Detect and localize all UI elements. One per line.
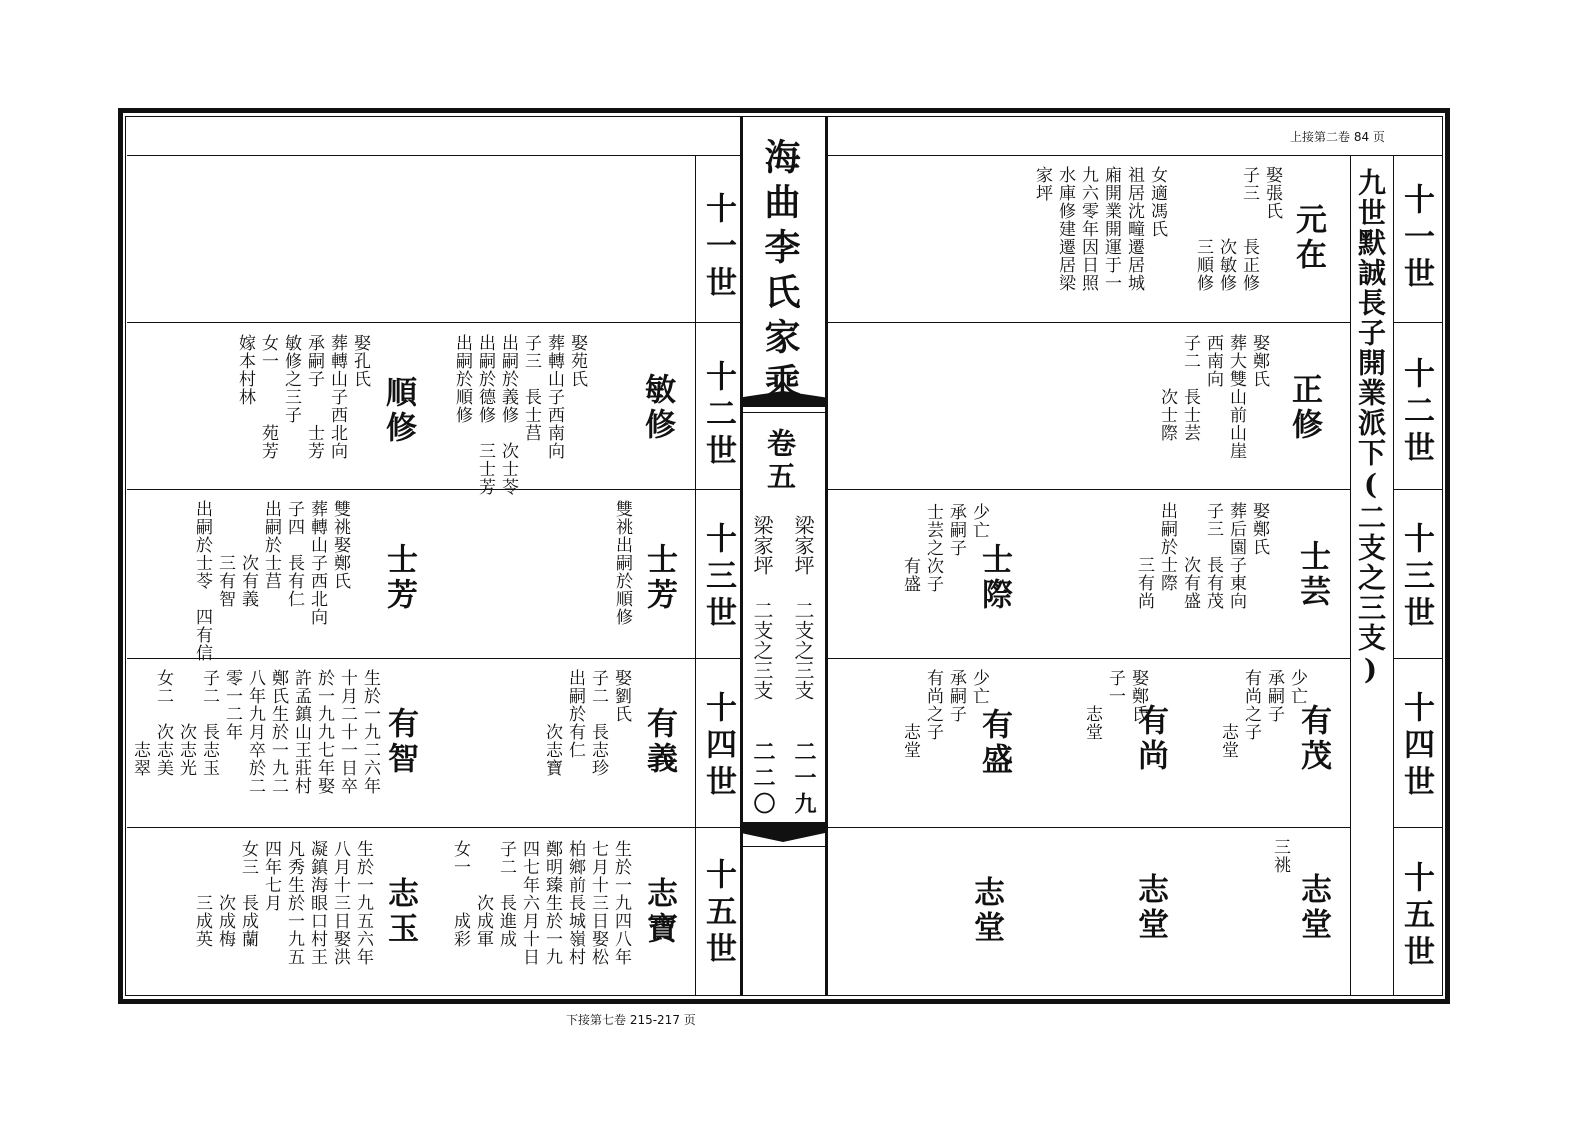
- person-notes: 少亡 承嗣子 有尚之子 志堂: [1218, 669, 1307, 759]
- generation-label: 十二世: [700, 360, 736, 471]
- person-notes: 雙祧出嗣於順修: [612, 500, 632, 626]
- person-name: 志寶: [641, 877, 677, 947]
- person-name: 元在: [1290, 203, 1326, 273]
- spine-left-place: 梁家坪: [750, 515, 774, 575]
- person-name: 士芸: [1294, 540, 1330, 610]
- spine-right-place: 梁家坪: [791, 515, 815, 575]
- rule: [127, 827, 740, 828]
- person-notes: 娶孔氏 葬轉山子西北向 承嗣子 士芳 敏修之三子 女一 苑芳 嫁本村林: [235, 334, 370, 460]
- rule: [1350, 155, 1351, 995]
- person-name: 有義: [641, 707, 677, 777]
- person-notes: 娶鄭氏 葬大雙山前山崖 西南向 子二 長士芸 次士際: [1157, 334, 1269, 460]
- generation-label: 十四世: [1398, 691, 1434, 802]
- rule: [127, 322, 740, 323]
- person-notes: 娶鄭氏 葬后園子東向 子三 長有茂 次有盛 出嗣於士際 三有尚: [1134, 502, 1269, 610]
- person-name: 有尚: [1132, 704, 1168, 774]
- person-name: 有茂: [1295, 704, 1331, 774]
- rule: [826, 489, 1350, 490]
- spine-left-page: 二二〇: [750, 740, 776, 818]
- rule: [695, 155, 696, 995]
- person-notes: 生於一九五六年 八月十三日娶洪 凝鎮海眼口村王 凡秀生於一九五 四年七月 女三 長成蘭 次成梅 三成英: [192, 840, 373, 966]
- branch-title: 九世默誠長子開業派下(二支之三支): [1354, 168, 1387, 688]
- rule: [825, 117, 828, 995]
- rule: [740, 117, 743, 995]
- rule: [1394, 322, 1442, 323]
- generation-label: 十三世: [700, 522, 736, 633]
- generation-label: 十五世: [1398, 861, 1434, 972]
- rule: [1394, 827, 1442, 828]
- rule: [127, 489, 740, 490]
- person-notes: 三祧: [1270, 838, 1290, 874]
- generation-label: 十一世: [1398, 183, 1434, 294]
- person-name: 志堂: [968, 876, 1004, 946]
- generation-label: 十二世: [1398, 357, 1434, 468]
- rule: [741, 846, 825, 847]
- person-name: 志堂: [1132, 873, 1168, 943]
- prev-ref: 上接第二卷 84 页: [1290, 130, 1385, 144]
- person-notes: 少亡 承嗣子 士芸之次子 有盛: [900, 503, 989, 593]
- person-notes: 生於一九四八年 七月十三日娶松 柏鄉前長城嶺村 鄭明臻生於一九 四七年六月十日 子二 長進成 次成軍 女一 成彩: [450, 840, 631, 966]
- spine-left-branch: 二支之三支: [750, 600, 774, 700]
- person-name: 有智: [382, 707, 418, 777]
- person-notes: 娶劉氏 子二 長志珍 出嗣於有仁 次志寶: [542, 669, 631, 777]
- person-name: 順修: [380, 376, 416, 446]
- spine-right-page: 二一九: [791, 740, 817, 818]
- generation-label: 十五世: [700, 858, 736, 969]
- person-name: 敏修: [639, 373, 675, 443]
- person-name: 士際: [976, 543, 1012, 613]
- person-name: 士芳: [641, 543, 677, 613]
- person-notes: 娶鄭氏 子一 志堂: [1082, 669, 1148, 741]
- person-name: 士芳: [381, 543, 417, 613]
- generation-label: 十三世: [1398, 522, 1434, 633]
- rule: [741, 412, 825, 413]
- rule: [1394, 489, 1442, 490]
- person-name: 有盛: [976, 708, 1012, 778]
- rule: [127, 155, 740, 156]
- rule: [1393, 155, 1394, 995]
- volume-label: 卷五: [763, 428, 797, 494]
- book-title: 海曲李氏家乘: [759, 138, 801, 408]
- person-notes: 娶苑氏 葬轉山子西南向 子三 長士莒 出嗣於義修 次士苓 出嗣於德修 三士芳 出嗣於順修: [452, 334, 587, 496]
- person-notes: 雙祧娶鄭氏 葬轉山子西北向 子四 長有仁 出嗣於士莒 次有義 三有智 出嗣於士苓 四有信: [192, 500, 350, 662]
- person-notes: 生於一九二六年 十月二十一日卒 於一九九七年娶 許孟鎮山王莊村 鄭氏生於一九二 八年九月卒於二 零一二年 子二 長志玉 次志光 女二 次志美 志翠: [130, 669, 380, 795]
- person-notes: 少亡 承嗣子 有尚之子 志堂: [900, 669, 989, 759]
- person-notes: 娶張氏 子三 長正修 次敏修 三順修 女適馮氏 祖居沈疃遷居城 廂開業開運于一 九六零年因日照 水庫修建遷居梁 家坪: [1032, 166, 1282, 292]
- person-name: 正修: [1286, 373, 1322, 443]
- rule: [1394, 658, 1442, 659]
- rule: [826, 658, 1350, 659]
- generation-label: 十四世: [700, 691, 736, 802]
- rule: [826, 322, 1350, 323]
- person-name: 志玉: [382, 877, 418, 947]
- rule: [826, 827, 1350, 828]
- spine-right-branch: 二支之三支: [791, 600, 815, 700]
- person-name: 志堂: [1295, 873, 1331, 943]
- next-ref: 下接第七卷 215-217 页: [566, 1013, 696, 1027]
- generation-label: 十一世: [700, 192, 736, 303]
